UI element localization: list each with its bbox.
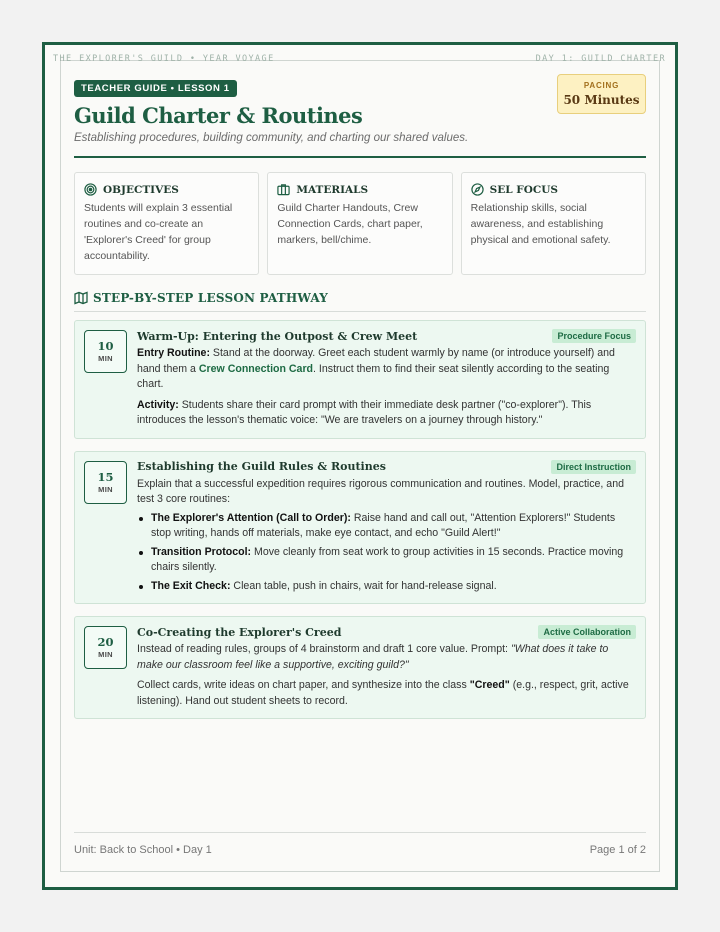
- step-paragraph: [137, 642, 636, 673]
- card-body: Relationship skills, social awareness, and establishing physical and emotional safety.: [470, 202, 611, 246]
- minutes-box: [84, 461, 127, 504]
- list-item-text: Raise hand and call out, "Attention Explorers!" Students stop writing, hands off materials, make eye contact, and echo "Guild Alert!": [151, 511, 616, 539]
- header-divider: [74, 156, 646, 158]
- minutes-value: 20: [97, 635, 114, 649]
- briefcase-icon: [277, 183, 290, 196]
- minutes-unit: MIN: [98, 650, 113, 659]
- card-body: Students will explain 3 essential routines and co-create an 'Explorer's Creed' for group accountability.: [84, 202, 233, 262]
- list-item-label: The Explorer's Attention (Call to Order):: [151, 511, 351, 524]
- list-item: [137, 545, 636, 576]
- header: [74, 78, 646, 144]
- minutes-value: 10: [97, 339, 114, 353]
- paragraph-text: . Instruct them to find their seat silently according to the seating chart.: [137, 362, 610, 390]
- step-title: Warm-Up: Entering the Outpost & Crew Meet: [137, 329, 418, 343]
- step-paragraph: [137, 346, 636, 393]
- card-objectives: [74, 172, 259, 275]
- card-sel-focus: [461, 172, 646, 275]
- running-head-left: THE EXPLORER'S GUILD • YEAR VOYAGE: [53, 54, 275, 64]
- paragraph-text: Students share their card prompt with their immediate desk partner ("co-explorer"). This introduces the lesson's thematic voice: "We are travelers on a journey through history.": [137, 398, 592, 426]
- step-paragraph: Explain that a successful expedition requires rigorous communication and routines. Model, practice, and test 3 core routines:: [137, 477, 624, 505]
- lesson-step: [74, 320, 646, 439]
- card-title: MATERIALS: [296, 183, 369, 196]
- pacing-value: 50 Minutes: [563, 93, 640, 107]
- lesson-step: [74, 451, 646, 605]
- target-icon: [84, 183, 97, 196]
- card-body: Guild Charter Handouts, Crew Connection Cards, chart paper, markers, bell/chime.: [277, 202, 423, 246]
- minutes-box: [84, 626, 127, 669]
- step-paragraph: [137, 398, 636, 429]
- minutes-unit: MIN: [98, 484, 113, 494]
- minutes-box: [84, 330, 127, 373]
- crew-connection-card-link: Crew Connection Card: [198, 362, 314, 375]
- card-title: OBJECTIVES: [103, 183, 179, 196]
- page-footer: [74, 832, 646, 856]
- prompt-quote: "What does it take to make our classroom feel like a supportive, exciting guild?": [137, 643, 609, 671]
- pacing-box: [557, 74, 646, 114]
- lesson-badge: TEACHER GUIDE • LESSON 1: [74, 80, 237, 97]
- card-materials: [267, 172, 452, 275]
- pacing-label: PACING: [583, 81, 620, 90]
- list-item-label: The Exit Check:: [151, 579, 231, 592]
- paragraph-text: (e.g., respect, grit, active listening). Hand out student sheets to record.: [137, 679, 629, 707]
- page-title: Guild Charter & Routines: [74, 103, 363, 128]
- page-content: [74, 78, 646, 719]
- running-head-right: DAY 1: GUILD CHARTER: [535, 54, 666, 64]
- card-title: SEL FOCUS: [489, 183, 558, 196]
- creed-term: "Creed": [469, 679, 510, 691]
- step-tag: Direct Instruction: [551, 460, 636, 474]
- paragraph-text: Instead of reading rules, groups of 4 brainstorm and draft 1 core value. Prompt:: [137, 643, 511, 655]
- paragraph-text: Stand at the doorway. Greet each student warmly by name (or introduce yourself) and hand them a: [137, 347, 615, 375]
- list-item: [137, 511, 636, 542]
- pathway-heading-text: STEP-BY-STEP LESSON PATHWAY: [93, 291, 329, 305]
- lesson-step: [74, 616, 646, 719]
- routine-list: [137, 511, 636, 595]
- paragraph-text: Collect cards, write ideas on chart paper, and synthesize into the class: [137, 679, 470, 691]
- list-item-text: Clean table, push in chairs, wait for hand-release signal.: [230, 579, 497, 592]
- step-title: Co-Creating the Explorer's Creed: [137, 625, 342, 639]
- footer-page-number: Page 1 of 2: [589, 844, 646, 856]
- list-item-text: Move cleanly from seat work to group activities in 15 seconds. Practice moving chairs silently.: [151, 545, 624, 573]
- minutes-value: 15: [97, 469, 114, 484]
- paragraph-label: Entry Routine:: [137, 347, 210, 359]
- footer-unit: Unit: Back to School • Day 1: [74, 844, 212, 856]
- page-subtitle: Establishing procedures, building community, and charting our shared values.: [74, 132, 469, 144]
- step-paragraph: [137, 678, 636, 709]
- step-tag: Procedure Focus: [552, 329, 636, 343]
- list-item-label: Transition Protocol:: [151, 545, 252, 558]
- step-title: Establishing the Guild Rules & Routines: [137, 460, 386, 473]
- compass-icon: [471, 183, 484, 196]
- map-icon: [74, 291, 88, 305]
- list-item: [137, 579, 636, 595]
- paragraph-label: Activity:: [137, 398, 179, 411]
- step-tag: Active Collaboration: [538, 625, 636, 639]
- summary-cards: [74, 172, 646, 275]
- minutes-unit: MIN: [98, 354, 113, 363]
- pathway-heading: [74, 291, 646, 312]
